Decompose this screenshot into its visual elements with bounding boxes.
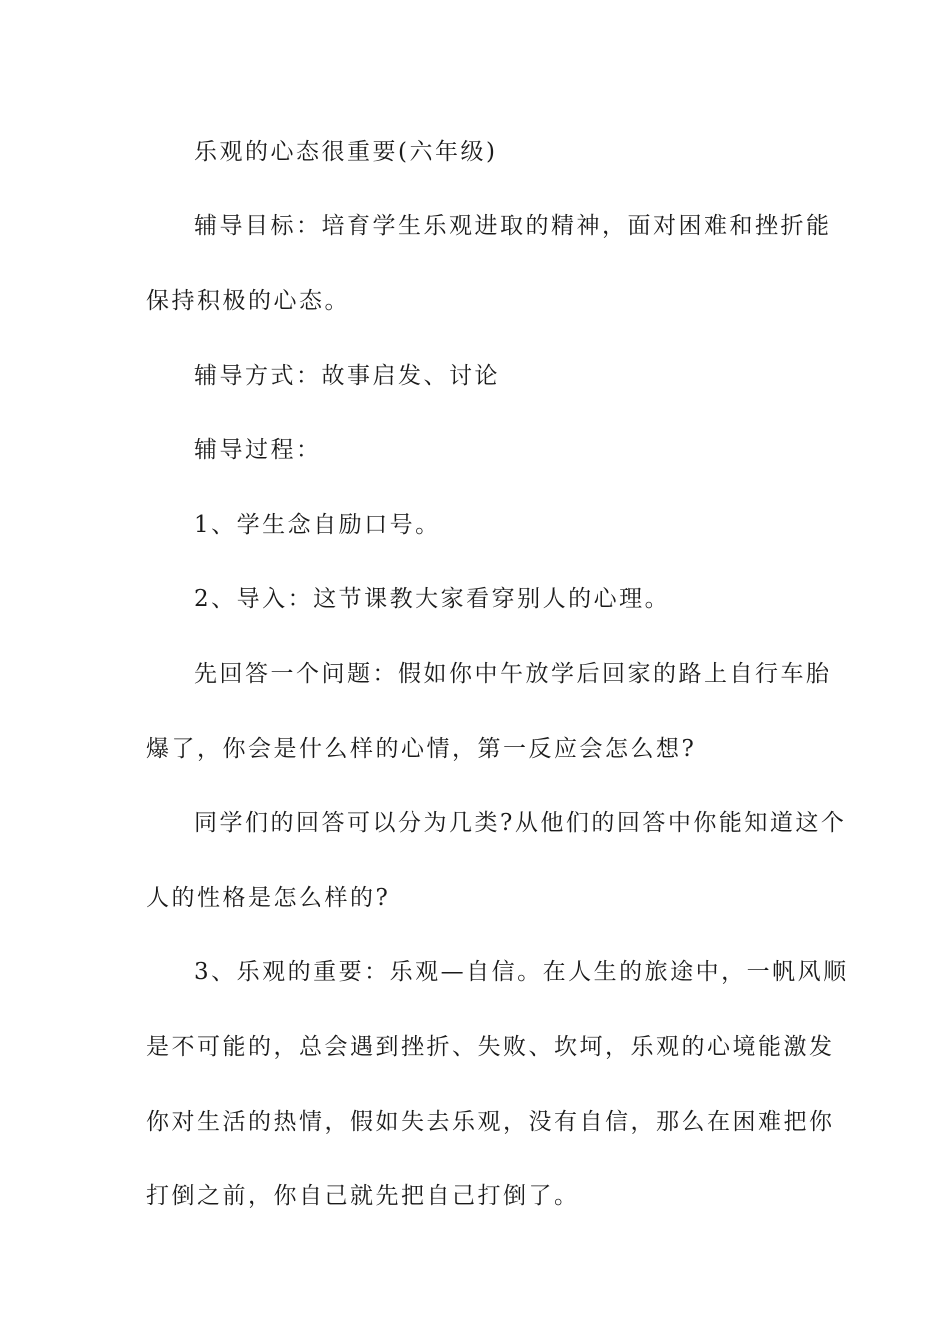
- paragraph-line: 辅导过程：: [194, 437, 322, 463]
- document-title: 乐观的心态很重要(六年级): [194, 139, 498, 165]
- paragraph-line: 同学们的回答可以分为几类?从他们的回答中你能知道这个: [194, 810, 847, 836]
- paragraph-line: 保持积极的心态。: [146, 288, 350, 314]
- paragraph-line: 人的性格是怎么样的?: [146, 885, 391, 911]
- paragraph-line: 2、导入：这节课教大家看穿别人的心理。: [194, 586, 671, 612]
- paragraph-line: 爆了，你会是什么样的心情，第一反应会怎么想?: [146, 736, 697, 762]
- paragraph-line: 是不可能的，总会遇到挫折、失败、坎坷，乐观的心境能激发: [146, 1034, 835, 1060]
- paragraph-line: 辅导方式：故事启发、讨论: [194, 363, 500, 389]
- paragraph-line: 3、乐观的重要：乐观—自信。在人生的旅途中，一帆风顺: [194, 959, 849, 985]
- paragraph-line: 先回答一个问题：假如你中午放学后回家的路上自行车胎: [194, 661, 832, 687]
- paragraph-line: 辅导目标：培育学生乐观进取的精神，面对困难和挫折能: [194, 213, 832, 239]
- paragraph-line: 1、学生念自励口号。: [194, 512, 441, 538]
- paragraph-line: 你对生活的热情，假如失去乐观，没有自信，那么在困难把你: [146, 1109, 835, 1135]
- paragraph-line: 打倒之前，你自己就先把自己打倒了。: [146, 1183, 580, 1209]
